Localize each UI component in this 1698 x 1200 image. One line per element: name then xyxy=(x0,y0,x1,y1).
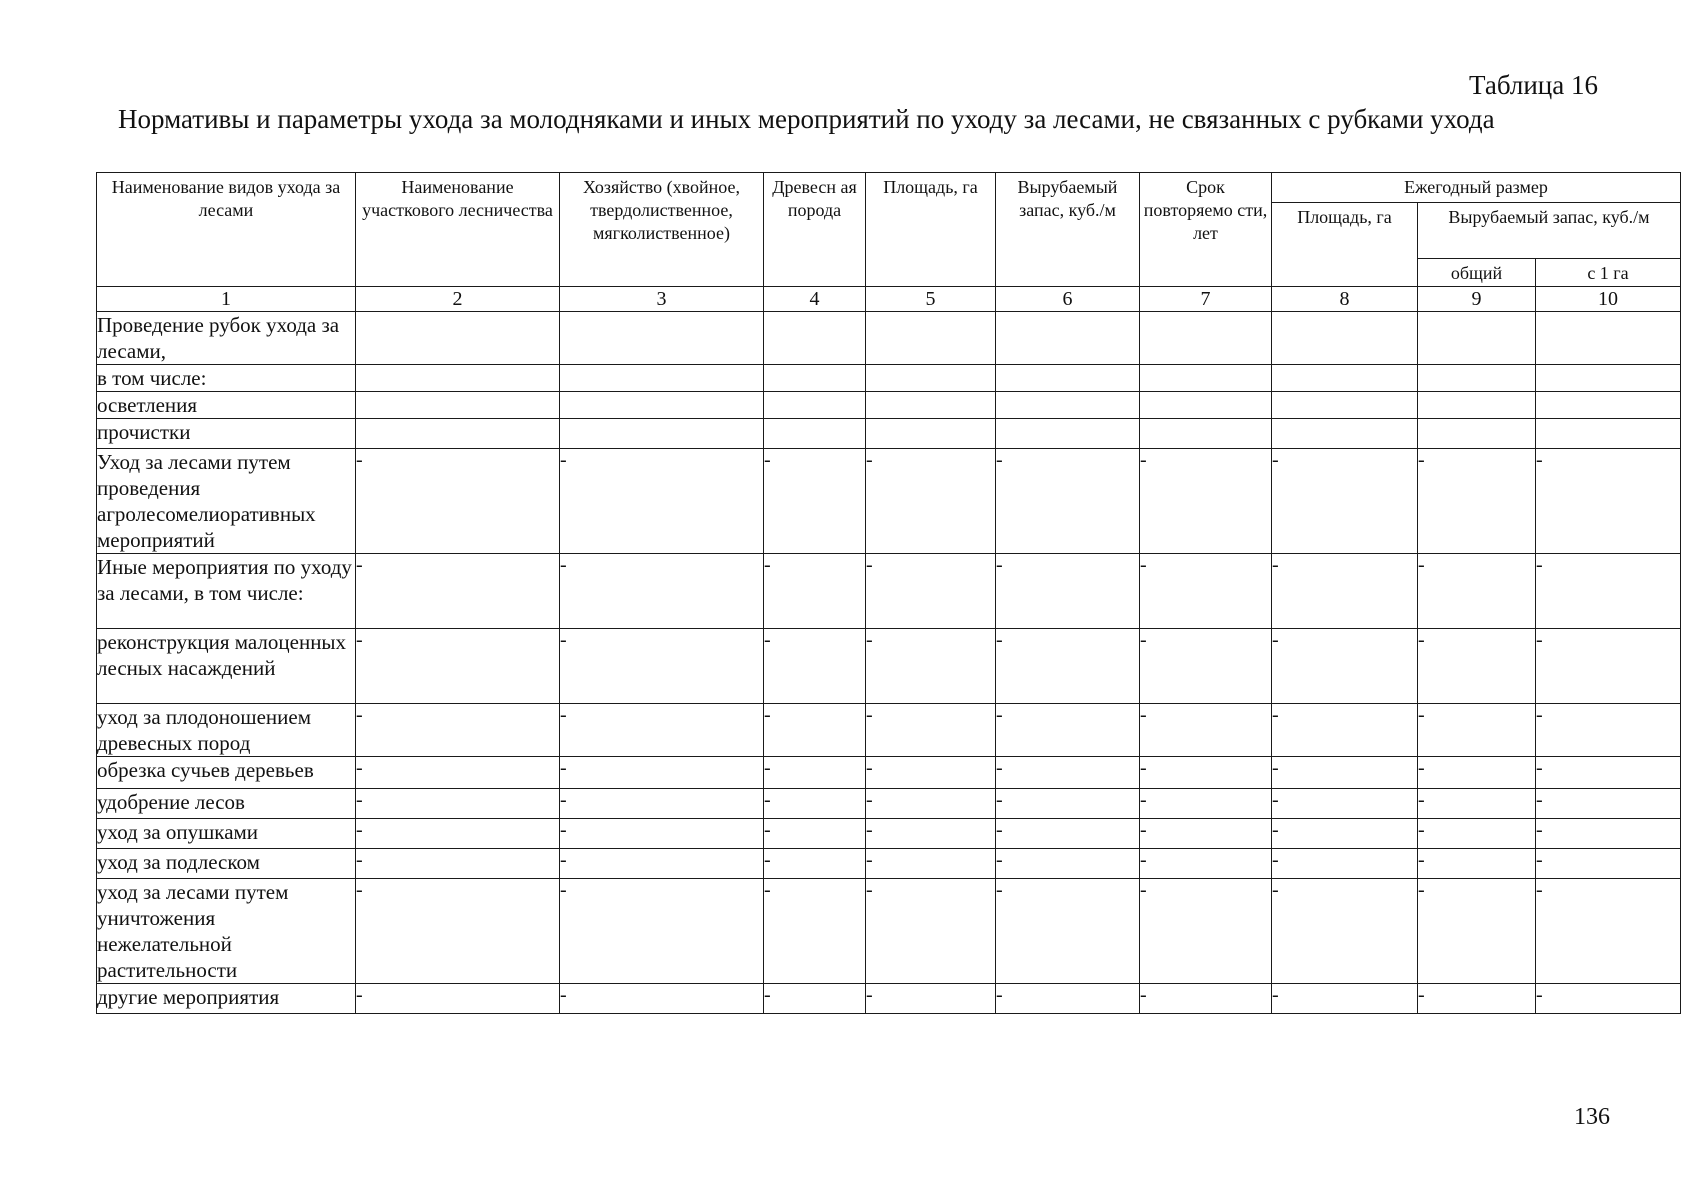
row-cell: - xyxy=(866,849,996,879)
row-name: Иные мероприятия по уходу за лесами, в том числе: xyxy=(97,554,356,629)
row-cell xyxy=(764,312,866,365)
row-cell: - xyxy=(866,449,996,554)
row-cell xyxy=(1140,392,1272,419)
table-row xyxy=(97,757,1681,789)
header-care-type: Наименование видов ухода за лесами xyxy=(97,173,356,287)
table-row xyxy=(97,419,1681,449)
table-row xyxy=(97,312,1681,365)
row-cell: - xyxy=(996,879,1140,984)
header-annual-size: Ежегодный размер xyxy=(1272,173,1681,203)
column-number: 7 xyxy=(1140,287,1272,312)
row-cell xyxy=(356,392,560,419)
row-cell: - xyxy=(1140,704,1272,757)
row-cell: - xyxy=(764,757,866,789)
row-cell: - xyxy=(1536,849,1681,879)
row-cell xyxy=(1418,365,1536,392)
row-cell: - xyxy=(356,984,560,1014)
row-cell: - xyxy=(1272,629,1418,704)
row-cell: - xyxy=(560,704,764,757)
row-cell: - xyxy=(1418,849,1536,879)
row-cell: - xyxy=(1536,819,1681,849)
row-cell: - xyxy=(1272,819,1418,849)
row-cell xyxy=(356,365,560,392)
row-cell: - xyxy=(356,757,560,789)
row-cell: - xyxy=(560,849,764,879)
row-cell xyxy=(356,419,560,449)
table-row xyxy=(97,789,1681,819)
row-cell: - xyxy=(1140,984,1272,1014)
row-cell: - xyxy=(996,704,1140,757)
row-cell: - xyxy=(1272,449,1418,554)
row-cell: - xyxy=(1272,984,1418,1014)
row-cell: - xyxy=(866,554,996,629)
page-number: 136 xyxy=(1574,1104,1610,1130)
row-cell xyxy=(356,312,560,365)
row-cell: - xyxy=(996,554,1140,629)
row-cell xyxy=(560,392,764,419)
row-cell: - xyxy=(764,554,866,629)
row-cell: - xyxy=(996,449,1140,554)
row-cell xyxy=(1140,419,1272,449)
row-cell xyxy=(1418,419,1536,449)
row-cell: - xyxy=(560,819,764,849)
row-name: осветления xyxy=(97,392,356,419)
row-name: уход за плодоношением древесных пород xyxy=(97,704,356,757)
row-cell: - xyxy=(866,819,996,849)
row-cell: - xyxy=(1140,819,1272,849)
row-cell xyxy=(1536,392,1681,419)
row-cell: - xyxy=(560,629,764,704)
row-cell: - xyxy=(996,757,1140,789)
header-harvest-volume: Вырубаемый запас, куб./м xyxy=(996,173,1140,287)
row-cell: - xyxy=(560,757,764,789)
row-cell: - xyxy=(764,789,866,819)
row-cell: - xyxy=(764,704,866,757)
header-repeat-period: Срок повторяемо сти, лет xyxy=(1140,173,1272,287)
row-cell: - xyxy=(1536,629,1681,704)
row-cell xyxy=(560,365,764,392)
row-cell: - xyxy=(1418,704,1536,757)
row-cell: - xyxy=(1140,849,1272,879)
row-cell xyxy=(1272,419,1418,449)
column-number: 4 xyxy=(764,287,866,312)
row-cell: - xyxy=(996,819,1140,849)
row-cell: - xyxy=(764,879,866,984)
row-cell: - xyxy=(356,704,560,757)
row-cell: - xyxy=(356,849,560,879)
column-number-row xyxy=(97,287,1681,312)
row-cell: - xyxy=(866,789,996,819)
row-cell xyxy=(866,365,996,392)
row-cell: - xyxy=(866,704,996,757)
row-cell xyxy=(996,392,1140,419)
column-number: 6 xyxy=(996,287,1140,312)
row-cell: - xyxy=(1536,757,1681,789)
row-cell xyxy=(560,419,764,449)
column-number: 9 xyxy=(1418,287,1536,312)
row-cell: - xyxy=(560,879,764,984)
row-cell: - xyxy=(560,789,764,819)
row-cell xyxy=(1536,312,1681,365)
document-title: Нормативы и параметры ухода за молодняками и иных мероприятий по уходу за лесами, не связанных с рубками ухода xyxy=(118,104,1495,134)
row-cell: - xyxy=(1418,629,1536,704)
table-row xyxy=(97,849,1681,879)
column-number: 8 xyxy=(1272,287,1418,312)
row-name: прочистки xyxy=(97,419,356,449)
row-cell: - xyxy=(1536,554,1681,629)
row-cell: - xyxy=(356,819,560,849)
row-cell: - xyxy=(356,789,560,819)
header-annual-volume: Вырубаемый запас, куб./м xyxy=(1418,203,1681,259)
row-cell: - xyxy=(1418,757,1536,789)
row-cell: - xyxy=(1418,789,1536,819)
column-number: 1 xyxy=(97,287,356,312)
row-cell: - xyxy=(1140,757,1272,789)
header-volume-per-ha: с 1 га xyxy=(1536,259,1681,287)
row-cell: - xyxy=(764,984,866,1014)
row-cell: - xyxy=(1418,554,1536,629)
row-cell xyxy=(866,392,996,419)
row-cell xyxy=(1272,365,1418,392)
row-cell: - xyxy=(1536,704,1681,757)
row-cell xyxy=(1418,392,1536,419)
row-cell: - xyxy=(764,629,866,704)
column-number: 3 xyxy=(560,287,764,312)
row-cell xyxy=(764,392,866,419)
row-name: уход за опушками xyxy=(97,819,356,849)
row-cell: - xyxy=(866,629,996,704)
row-cell: - xyxy=(1536,984,1681,1014)
header-volume-total: общий xyxy=(1418,259,1536,287)
row-cell: - xyxy=(560,554,764,629)
row-cell: - xyxy=(1140,554,1272,629)
row-cell: - xyxy=(1536,449,1681,554)
table-row xyxy=(97,704,1681,757)
row-cell: - xyxy=(560,449,764,554)
row-cell: - xyxy=(1140,789,1272,819)
row-cell: - xyxy=(1140,629,1272,704)
row-cell: - xyxy=(356,629,560,704)
table-row xyxy=(97,392,1681,419)
row-cell: - xyxy=(1418,879,1536,984)
row-cell: - xyxy=(764,449,866,554)
row-name: Проведение рубок ухода за лесами, xyxy=(97,312,356,365)
row-cell xyxy=(1140,312,1272,365)
row-cell: - xyxy=(996,789,1140,819)
table-row xyxy=(97,449,1681,554)
row-cell xyxy=(1140,365,1272,392)
row-cell: - xyxy=(1272,554,1418,629)
row-cell: - xyxy=(866,984,996,1014)
table-row xyxy=(97,365,1681,392)
row-cell: - xyxy=(1272,849,1418,879)
row-cell: - xyxy=(996,849,1140,879)
row-cell xyxy=(996,365,1140,392)
row-cell: - xyxy=(1272,757,1418,789)
row-cell: - xyxy=(764,849,866,879)
row-cell: - xyxy=(1536,879,1681,984)
row-cell: - xyxy=(356,879,560,984)
row-name: уход за подлеском xyxy=(97,849,356,879)
row-cell xyxy=(1536,419,1681,449)
row-cell xyxy=(560,312,764,365)
row-cell xyxy=(996,312,1140,365)
row-cell: - xyxy=(1418,984,1536,1014)
column-number: 5 xyxy=(866,287,996,312)
row-cell: - xyxy=(866,757,996,789)
row-cell: - xyxy=(1272,789,1418,819)
row-name: уход за лесами путем уничтожения нежелательной растительности xyxy=(97,879,356,984)
row-cell: - xyxy=(1536,789,1681,819)
row-name: обрезка сучьев деревьев xyxy=(97,757,356,789)
table-row xyxy=(97,984,1681,1014)
row-cell xyxy=(764,365,866,392)
row-cell xyxy=(866,419,996,449)
table-row xyxy=(97,819,1681,849)
row-cell: - xyxy=(764,819,866,849)
row-cell: - xyxy=(356,449,560,554)
row-cell: - xyxy=(996,629,1140,704)
row-cell: - xyxy=(1418,449,1536,554)
column-number: 2 xyxy=(356,287,560,312)
row-cell: - xyxy=(866,879,996,984)
row-name: в том числе: xyxy=(97,365,356,392)
table-row xyxy=(97,879,1681,984)
row-cell: - xyxy=(1140,879,1272,984)
row-cell: - xyxy=(356,554,560,629)
header-forestry-district: Наименование участкового лесничества xyxy=(356,173,560,287)
norms-table xyxy=(96,172,1681,1014)
row-cell xyxy=(1418,312,1536,365)
header-economy-type: Хозяйство (хвойное, твердолиственное, мягколиственное) xyxy=(560,173,764,287)
row-cell: - xyxy=(996,984,1140,1014)
row-cell xyxy=(1272,392,1418,419)
row-cell xyxy=(866,312,996,365)
header-annual-area: Площадь, га xyxy=(1272,203,1418,287)
row-cell xyxy=(764,419,866,449)
header-area: Площадь, га xyxy=(866,173,996,287)
row-cell: - xyxy=(1418,819,1536,849)
row-name: другие мероприятия xyxy=(97,984,356,1014)
row-cell: - xyxy=(1140,449,1272,554)
row-cell: - xyxy=(560,984,764,1014)
header-tree-species: Древесн ая порода xyxy=(764,173,866,287)
row-name: удобрение лесов xyxy=(97,789,356,819)
row-name: реконструкция малоценных лесных насаждений xyxy=(97,629,356,704)
row-cell xyxy=(996,419,1140,449)
row-name: Уход за лесами путем проведения агролесомелиоративных мероприятий xyxy=(97,449,356,554)
row-cell: - xyxy=(1272,704,1418,757)
table-number-label: Таблица 16 xyxy=(1469,70,1598,100)
row-cell xyxy=(1272,312,1418,365)
table-row xyxy=(97,554,1681,629)
row-cell xyxy=(1536,365,1681,392)
column-number: 10 xyxy=(1536,287,1681,312)
table-row xyxy=(97,629,1681,704)
row-cell: - xyxy=(1272,879,1418,984)
